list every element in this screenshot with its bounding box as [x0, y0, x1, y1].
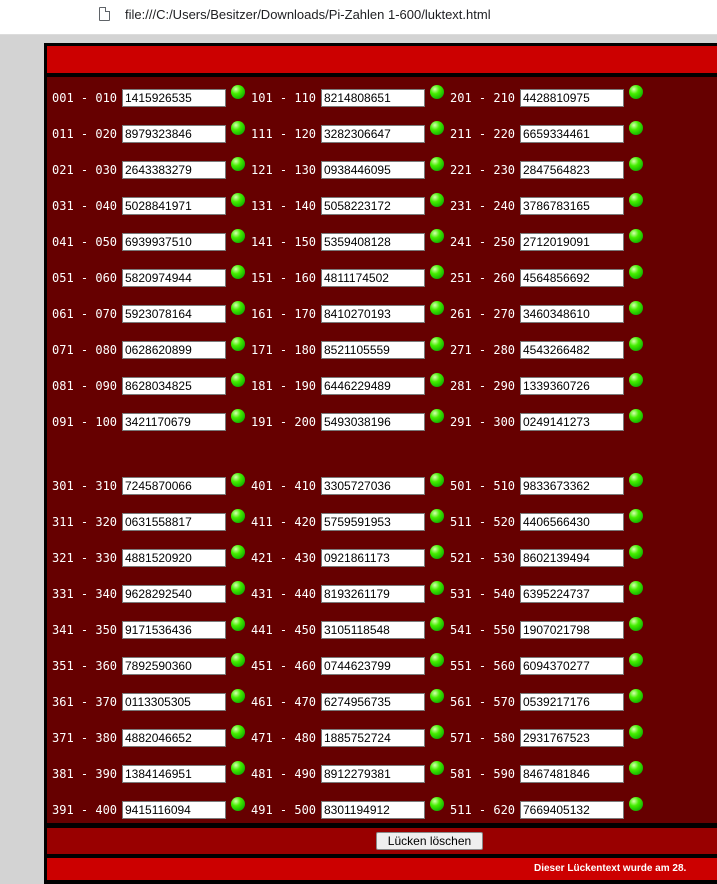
range-label: 191 - 200	[251, 415, 317, 429]
green-dot-icon	[231, 509, 245, 523]
green-dot-icon	[629, 157, 643, 171]
digits-input[interactable]	[321, 765, 425, 783]
digits-input[interactable]	[122, 729, 226, 747]
digits-input[interactable]	[520, 693, 624, 711]
green-dot-icon	[629, 617, 643, 631]
digits-input[interactable]	[321, 161, 425, 179]
table-row	[47, 125, 717, 143]
green-dot-icon	[629, 761, 643, 775]
green-dot-icon	[430, 157, 444, 171]
range-label: 511 - 620	[450, 803, 516, 817]
range-label: 081 - 090	[52, 379, 118, 393]
digit-group	[251, 693, 447, 711]
digit-group	[251, 233, 447, 251]
green-dot-icon	[629, 473, 643, 487]
table-row	[47, 585, 717, 603]
digit-group	[450, 693, 646, 711]
digit-group	[450, 377, 646, 395]
digit-group	[450, 233, 646, 251]
digit-group	[450, 477, 646, 495]
green-dot-icon	[430, 85, 444, 99]
digits-input[interactable]	[520, 197, 624, 215]
green-dot-icon	[430, 581, 444, 595]
footer-bar	[47, 858, 717, 880]
digits-input[interactable]	[321, 233, 425, 251]
digit-group	[52, 513, 248, 531]
digits-input[interactable]	[122, 801, 226, 819]
digits-input[interactable]	[122, 341, 226, 359]
range-label: 461 - 470	[251, 695, 317, 709]
range-label: 411 - 420	[251, 515, 317, 529]
green-dot-icon	[629, 409, 643, 423]
green-dot-icon	[430, 797, 444, 811]
green-dot-icon	[629, 725, 643, 739]
digits-input[interactable]	[520, 413, 624, 431]
range-label: 181 - 190	[251, 379, 317, 393]
range-label: 001 - 010	[52, 91, 118, 105]
green-dot-icon	[430, 509, 444, 523]
digits-input[interactable]	[520, 233, 624, 251]
green-dot-icon	[430, 761, 444, 775]
green-dot-icon	[430, 265, 444, 279]
digits-input[interactable]	[520, 765, 624, 783]
digit-group	[450, 585, 646, 603]
digits-input[interactable]	[321, 513, 425, 531]
green-dot-icon	[629, 581, 643, 595]
range-label: 071 - 080	[52, 343, 118, 357]
green-dot-icon	[629, 85, 643, 99]
digit-group	[251, 413, 447, 431]
range-label: 231 - 240	[450, 199, 516, 213]
digits-input[interactable]	[122, 477, 226, 495]
digit-group	[251, 621, 447, 639]
range-label: 261 - 270	[450, 307, 516, 321]
green-dot-icon	[231, 473, 245, 487]
green-dot-icon	[231, 265, 245, 279]
digit-group	[52, 377, 248, 395]
range-label: 551 - 560	[450, 659, 516, 673]
digits-input[interactable]	[321, 549, 425, 567]
digits-input[interactable]	[122, 765, 226, 783]
range-label: 331 - 340	[52, 587, 118, 601]
header-bar	[47, 46, 717, 73]
digits-input[interactable]	[520, 89, 624, 107]
digit-group	[52, 765, 248, 783]
digits-input[interactable]	[520, 729, 624, 747]
range-label: 251 - 260	[450, 271, 516, 285]
range-label: 021 - 030	[52, 163, 118, 177]
range-label: 291 - 300	[450, 415, 516, 429]
digit-group	[251, 377, 447, 395]
green-dot-icon	[231, 301, 245, 315]
green-dot-icon	[430, 121, 444, 135]
browser-toolbar	[0, 0, 717, 35]
digits-input[interactable]	[520, 477, 624, 495]
green-dot-icon	[231, 545, 245, 559]
digit-group	[450, 341, 646, 359]
digits-input[interactable]	[321, 657, 425, 675]
green-dot-icon	[231, 409, 245, 423]
digit-group	[52, 89, 248, 107]
range-label: 241 - 250	[450, 235, 516, 249]
digits-input[interactable]	[520, 269, 624, 287]
digit-group	[52, 305, 248, 323]
digits-input[interactable]	[321, 477, 425, 495]
table-row	[47, 549, 717, 567]
button-bar	[47, 828, 717, 854]
digit-group	[251, 729, 447, 747]
range-label: 201 - 210	[450, 91, 516, 105]
digit-group	[251, 801, 447, 819]
range-label: 211 - 220	[450, 127, 516, 141]
digits-input[interactable]	[122, 377, 226, 395]
green-dot-icon	[231, 157, 245, 171]
green-dot-icon	[430, 301, 444, 315]
green-dot-icon	[430, 473, 444, 487]
cloze-grid	[47, 77, 717, 823]
digit-group	[52, 477, 248, 495]
digits-input[interactable]	[122, 657, 226, 675]
digit-group	[251, 161, 447, 179]
range-label: 391 - 400	[52, 803, 118, 817]
range-label: 511 - 520	[450, 515, 516, 529]
green-dot-icon	[629, 545, 643, 559]
digit-group	[450, 621, 646, 639]
green-dot-icon	[629, 229, 643, 243]
range-label: 161 - 170	[251, 307, 317, 321]
digit-group	[251, 197, 447, 215]
digit-group	[450, 269, 646, 287]
digit-group	[251, 549, 447, 567]
digits-input[interactable]	[520, 549, 624, 567]
range-label: 501 - 510	[450, 479, 516, 493]
green-dot-icon	[430, 617, 444, 631]
range-label: 451 - 460	[251, 659, 317, 673]
table-row	[47, 233, 717, 251]
digit-group	[251, 305, 447, 323]
digits-input[interactable]	[122, 549, 226, 567]
green-dot-icon	[231, 653, 245, 667]
table-row	[47, 89, 717, 107]
digit-group	[52, 801, 248, 819]
digits-input[interactable]	[520, 341, 624, 359]
digit-group	[251, 125, 447, 143]
range-label: 341 - 350	[52, 623, 118, 637]
green-dot-icon	[629, 265, 643, 279]
address-bar[interactable]: file:///C:/Users/Besitzer/Downloads/Pi-Zahlen 1-600/luktext.html	[125, 7, 491, 22]
digit-group	[251, 341, 447, 359]
green-dot-icon	[231, 617, 245, 631]
green-dot-icon	[629, 121, 643, 135]
range-label: 281 - 290	[450, 379, 516, 393]
range-label: 121 - 130	[251, 163, 317, 177]
table-row	[47, 161, 717, 179]
digits-input[interactable]	[520, 161, 624, 179]
range-label: 131 - 140	[251, 199, 317, 213]
range-label: 481 - 490	[251, 767, 317, 781]
table-row	[47, 477, 717, 495]
digits-input[interactable]	[321, 621, 425, 639]
digit-group	[52, 729, 248, 747]
digit-group	[450, 513, 646, 531]
digits-input[interactable]	[122, 305, 226, 323]
digits-input[interactable]	[122, 125, 226, 143]
digit-group	[450, 657, 646, 675]
digits-input[interactable]	[122, 413, 226, 431]
digit-group	[450, 729, 646, 747]
digit-group	[52, 125, 248, 143]
green-dot-icon	[231, 193, 245, 207]
digits-input[interactable]	[122, 269, 226, 287]
table-row	[47, 621, 717, 639]
digit-group	[450, 161, 646, 179]
digits-input[interactable]	[520, 621, 624, 639]
digits-input[interactable]	[321, 269, 425, 287]
range-label: 541 - 550	[450, 623, 516, 637]
range-label: 311 - 320	[52, 515, 118, 529]
green-dot-icon	[629, 689, 643, 703]
digit-group	[52, 549, 248, 567]
green-dot-icon	[430, 337, 444, 351]
green-dot-icon	[629, 337, 643, 351]
range-label: 441 - 450	[251, 623, 317, 637]
green-dot-icon	[430, 373, 444, 387]
range-label: 271 - 280	[450, 343, 516, 357]
range-label: 101 - 110	[251, 91, 317, 105]
digit-group	[251, 269, 447, 287]
range-label: 521 - 530	[450, 551, 516, 565]
green-dot-icon	[430, 545, 444, 559]
digit-group	[450, 89, 646, 107]
digit-group	[450, 413, 646, 431]
green-dot-icon	[430, 229, 444, 243]
table-row	[47, 305, 717, 323]
digits-input[interactable]	[520, 377, 624, 395]
table-row	[47, 765, 717, 783]
digit-group	[52, 197, 248, 215]
range-label: 061 - 070	[52, 307, 118, 321]
digit-group	[52, 657, 248, 675]
clear-gaps-button[interactable]: Lücken löschen	[376, 832, 483, 850]
digit-group	[251, 765, 447, 783]
digit-group	[251, 477, 447, 495]
digits-input[interactable]	[321, 89, 425, 107]
range-label: 381 - 390	[52, 767, 118, 781]
range-label: 431 - 440	[251, 587, 317, 601]
range-label: 371 - 380	[52, 731, 118, 745]
table-row	[47, 693, 717, 711]
table-row	[47, 657, 717, 675]
digits-input[interactable]	[520, 305, 624, 323]
range-label: 041 - 050	[52, 235, 118, 249]
green-dot-icon	[231, 797, 245, 811]
range-label: 581 - 590	[450, 767, 516, 781]
green-dot-icon	[430, 689, 444, 703]
table-row	[47, 729, 717, 747]
range-label: 221 - 230	[450, 163, 516, 177]
range-label: 351 - 360	[52, 659, 118, 673]
range-label: 051 - 060	[52, 271, 118, 285]
range-label: 571 - 580	[450, 731, 516, 745]
digits-input[interactable]	[520, 513, 624, 531]
digit-group	[52, 269, 248, 287]
digits-input[interactable]	[122, 197, 226, 215]
green-dot-icon	[629, 509, 643, 523]
digits-input[interactable]	[122, 233, 226, 251]
table-row	[47, 269, 717, 287]
digit-group	[450, 305, 646, 323]
digits-input[interactable]	[321, 729, 425, 747]
file-icon	[99, 7, 110, 21]
green-dot-icon	[430, 725, 444, 739]
range-label: 011 - 020	[52, 127, 118, 141]
digit-group	[251, 89, 447, 107]
digits-input[interactable]	[321, 585, 425, 603]
range-label: 531 - 540	[450, 587, 516, 601]
range-label: 151 - 160	[251, 271, 317, 285]
digits-input[interactable]	[122, 585, 226, 603]
green-dot-icon	[430, 409, 444, 423]
green-dot-icon	[231, 761, 245, 775]
digit-group	[450, 125, 646, 143]
green-dot-icon	[231, 229, 245, 243]
digits-input[interactable]	[520, 125, 624, 143]
green-dot-icon	[629, 193, 643, 207]
digit-group	[450, 549, 646, 567]
digit-group	[52, 161, 248, 179]
digits-input[interactable]	[321, 801, 425, 819]
green-dot-icon	[231, 373, 245, 387]
digits-input[interactable]	[122, 513, 226, 531]
green-dot-icon	[629, 653, 643, 667]
digits-input[interactable]	[321, 377, 425, 395]
digit-group	[52, 341, 248, 359]
range-label: 561 - 570	[450, 695, 516, 709]
digit-group	[52, 233, 248, 251]
green-dot-icon	[430, 193, 444, 207]
digit-group	[450, 765, 646, 783]
range-label: 491 - 500	[251, 803, 317, 817]
digits-input[interactable]	[321, 693, 425, 711]
range-label: 171 - 180	[251, 343, 317, 357]
digits-input[interactable]	[321, 197, 425, 215]
digits-input[interactable]	[520, 801, 624, 819]
digits-input[interactable]	[122, 693, 226, 711]
digits-input[interactable]	[321, 413, 425, 431]
range-label: 301 - 310	[52, 479, 118, 493]
digits-input[interactable]	[122, 89, 226, 107]
table-row	[47, 801, 717, 819]
digit-group	[52, 621, 248, 639]
digit-group	[450, 801, 646, 819]
range-label: 091 - 100	[52, 415, 118, 429]
digit-group	[450, 197, 646, 215]
table-row	[47, 413, 717, 431]
range-label: 031 - 040	[52, 199, 118, 213]
green-dot-icon	[231, 121, 245, 135]
green-dot-icon	[231, 581, 245, 595]
digit-group	[251, 513, 447, 531]
digit-group	[52, 413, 248, 431]
range-label: 321 - 330	[52, 551, 118, 565]
digits-input[interactable]	[321, 341, 425, 359]
green-dot-icon	[231, 725, 245, 739]
range-label: 471 - 480	[251, 731, 317, 745]
green-dot-icon	[629, 797, 643, 811]
green-dot-icon	[430, 653, 444, 667]
digit-group	[52, 585, 248, 603]
table-row	[47, 513, 717, 531]
range-label: 361 - 370	[52, 695, 118, 709]
green-dot-icon	[231, 689, 245, 703]
table-row	[47, 197, 717, 215]
table-row	[47, 341, 717, 359]
digits-input[interactable]	[321, 125, 425, 143]
table-row	[47, 377, 717, 395]
digit-group	[251, 585, 447, 603]
footer-text: Dieser Lückentext wurde am 28.	[534, 863, 687, 874]
green-dot-icon	[629, 301, 643, 315]
green-dot-icon	[231, 337, 245, 351]
digits-input[interactable]	[520, 585, 624, 603]
range-label: 421 - 430	[251, 551, 317, 565]
digits-input[interactable]	[321, 305, 425, 323]
range-label: 141 - 150	[251, 235, 317, 249]
range-label: 401 - 410	[251, 479, 317, 493]
digits-input[interactable]	[122, 621, 226, 639]
digits-input[interactable]	[520, 657, 624, 675]
digit-group	[52, 693, 248, 711]
digit-group	[251, 657, 447, 675]
digits-input[interactable]	[122, 161, 226, 179]
green-dot-icon	[231, 85, 245, 99]
green-dot-icon	[629, 373, 643, 387]
range-label: 111 - 120	[251, 127, 317, 141]
